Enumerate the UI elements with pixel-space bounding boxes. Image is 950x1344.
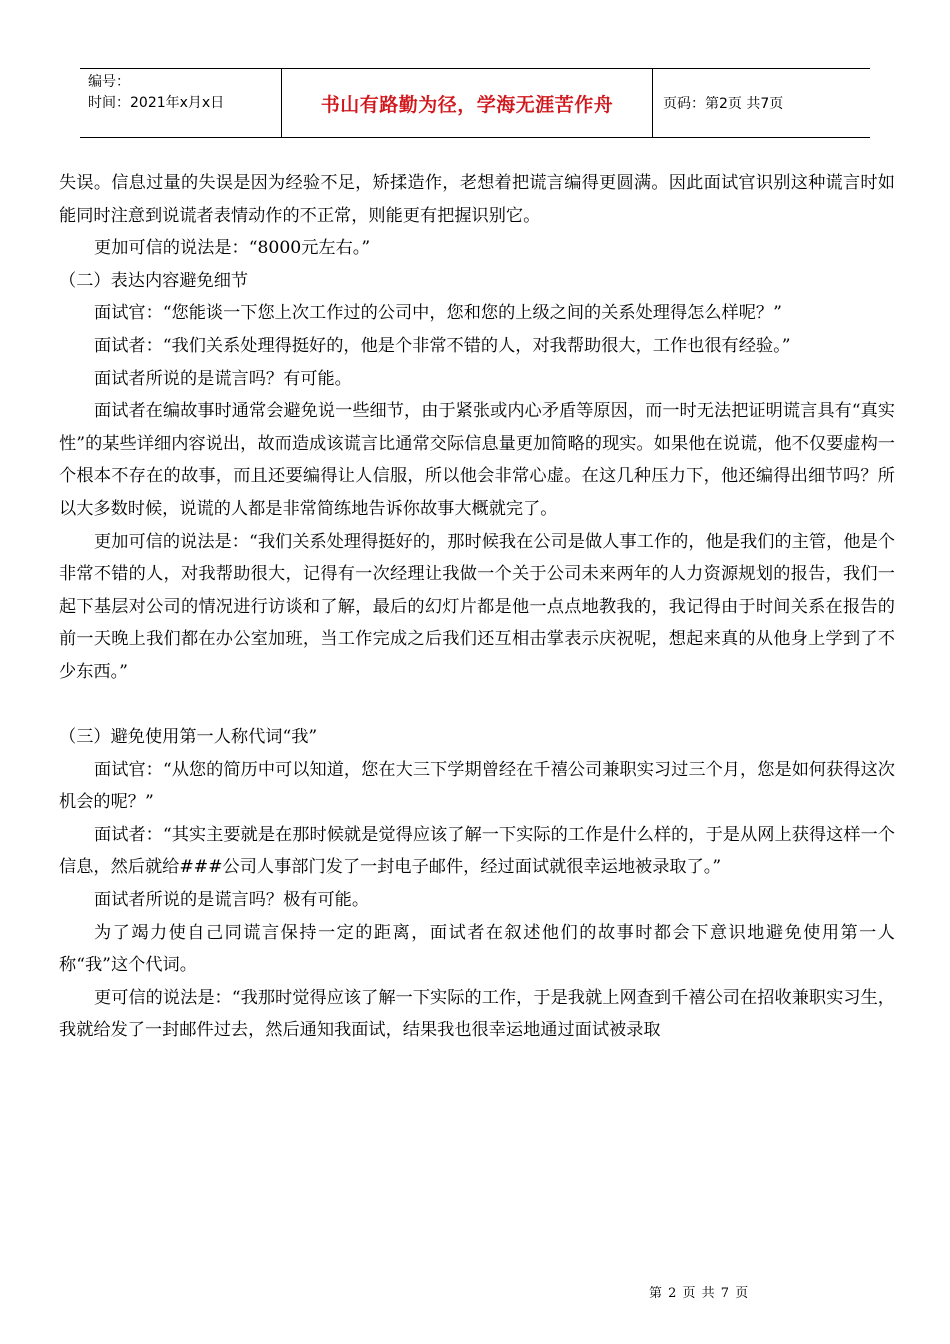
document-number-label: 编号： [88,74,130,90]
document-date-label: 时间：2021年x月x日 [88,95,225,111]
paragraph: 面试者：“我们关系处理得挺好的，他是个非常不错的人，对我帮助很大，工作也很有经验。” [94,335,791,356]
page-header [80,68,870,138]
paragraph: 面试官：“从您的简历中可以知道，您在大三下学期曾经在千禧公司兼职实习过三个月，您是如何获得这次机会的呢？” [59,759,895,813]
paragraph: 为了竭力使自己同谎言保持一定的距离，面试者在叙述他们的故事时都会下意识地避免使用第一人称“我”这个代词。 [59,922,895,976]
paragraph: 面试者所说的是谎言吗？有可能。 [94,368,352,389]
paragraph: 面试者在编故事时通常会避免说一些细节，由于紧张或内心矛盾等原因，而一时无法把证明谎言具有“真实性”的某些详细内容说出，故而造成该谎言比通常交际信息量更加简略的现实。如果他在说谎，他不仅要虚构一个根本不存在的故事，而且还要编得让人信服，所以他会非常心虚。在这几种压力下，他还编得出细节吗？所以大多数时候，说谎的人都是非常简练地告诉你故事大概就完了。 [59,401,895,519]
blank-line [59,689,895,722]
paragraph: （二）表达内容避免细节 [59,270,249,291]
header-motto: 书山有路勤为径，学海无涯苦作舟 [282,69,653,137]
paragraph: 失误。信息过量的失误是因为经验不足，矫揉造作，老想着把谎言编得更圆满。因此面试官识别这种谎言时如能同时注意到说谎者表情动作的不正常，则能更有把握识别它。 [59,173,895,226]
paragraph: 更加可信的说法是：“8000元左右。” [94,238,371,259]
paragraph: 更可信的说法是：“我那时觉得应该了解一下实际的工作，于是我就上网查到千禧公司在招收兼职实习生，我就给发了一封邮件过去，然后通知我面试，结果我也很幸运地通过面试被录取 [59,987,895,1041]
header-meta [80,69,282,137]
paragraph: 面试者所说的是谎言吗？极有可能。 [94,890,370,911]
paragraph: 面试者：“其实主要就是在那时候就是觉得应该了解一下实际的工作是什么样的，于是从网上获得这样一个信息，然后就给###公司人事部门发了一封电子邮件，经过面试就很幸运地被录取了。” [59,824,895,878]
paragraph: 面试官：“您能谈一下您上次工作过的公司中，您和您的上级之间的关系处理得怎么样呢？” [94,303,782,324]
header-page-label: 页码：第2页 共7页 [663,96,784,112]
paragraph: 更加可信的说法是：“我们关系处理得挺好的，那时候我在公司是做人事工作的，他是我们的主管，他是个非常不错的人，对我帮助很大，记得有一次经理让我做一个关于公司未来两年的人力资源规划的报告，我们一起下基层对公司的情况进行访谈和了解，最后的幻灯片都是他一点点地教我的，我记得由于时间关系在报告的前一天晚上我们都在办公室加班，当工作完成之后我们还互相击掌表示庆祝呢，想起来真的从他身上学到了不少东西。” [59,531,895,682]
page-footer: 第 2 页 共 7 页 [649,1286,750,1301]
paragraph: （三）避免使用第一人称代词“我” [59,727,318,748]
document-body [59,167,895,1047]
